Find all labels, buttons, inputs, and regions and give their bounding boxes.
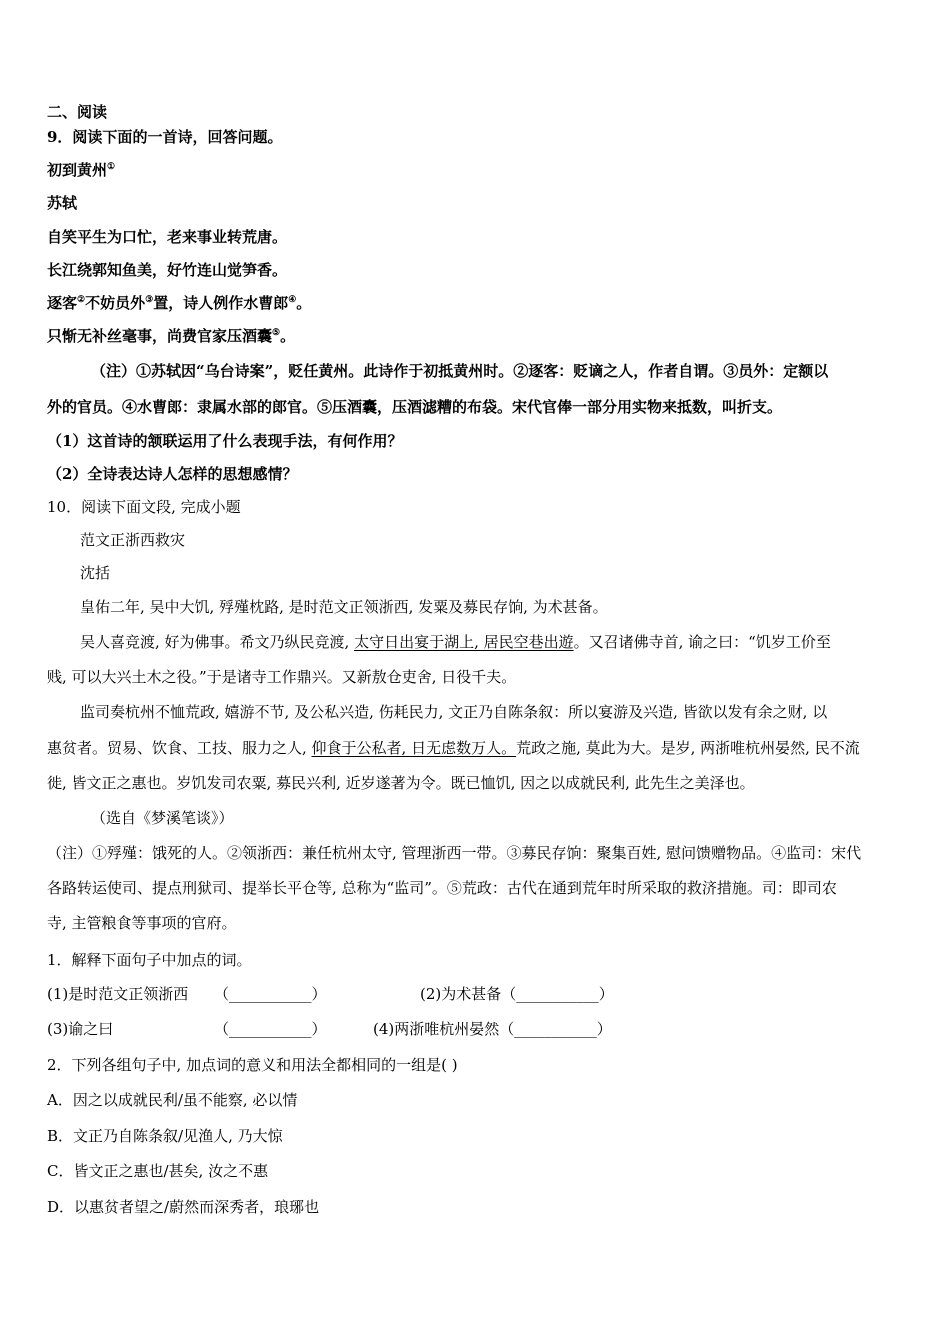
choice-option-b[interactable]: B．文正乃自陈条叙/见渔人, 乃大惊: [47, 1127, 283, 1145]
vocab-row: [47, 1019, 903, 1039]
poem-text: 长江绕郭知鱼美，好竹连山觉笋香。: [47, 261, 288, 279]
answer-blank[interactable]: （___________）: [214, 1020, 327, 1038]
q9-subquestion-2: （2）全诗表达诗人怎样的思想感情？: [47, 465, 298, 483]
passage-line: [47, 738, 903, 758]
passage-paragraph: 皇佑二年, 吴中大饥, 殍殣枕路, 是时范文正领浙西, 发粟及募民存饷, 为术甚备。: [80, 598, 608, 616]
poem-title: [47, 160, 903, 180]
underlined-sentence: 太守日出宴于湖上, 居民空巷出遊: [354, 633, 574, 651]
q9-note-line: （注）①苏轼因“乌台诗案”，贬任黄州。此诗作于初抵黄州时。②逐客：贬谪之人，作者自谓。③员外：定额以: [91, 362, 829, 380]
passage-line: 贱, 可以大兴土木之役。”于是诸寺工作鼎兴。又新敖仓吏舍, 日役千夫。: [47, 668, 517, 686]
passage-paragraph: 监司奏杭州不恤荒政, 嬉游不节, 及公私兴造, 伤耗民力, 文正乃自陈条叙：所以宴游及兴造, 皆欲以发有余之财, 以: [80, 703, 828, 721]
poem-author: 苏轼: [47, 194, 78, 212]
passage-text: 吴人喜竞渡, 好为佛事。希文乃纵民竞渡,: [80, 633, 355, 651]
poem-title-text: 初到黄州: [47, 161, 108, 179]
q9-note-line: 外的官员。④水曹郎：隶属水部的郎官。⑤压酒囊，压酒滤糟的布袋。宋代官俸一部分用实物来抵数，叫折支。: [47, 398, 783, 416]
poem-line: [47, 293, 903, 313]
subquestion-1-prompt: 1．解释下面句子中加点的词。: [47, 951, 252, 969]
poem-line: [47, 227, 903, 247]
choice-option-a[interactable]: A．因之以成就民利/虽不能察, 必以情: [47, 1091, 298, 1109]
vocab-label: (1)是时范文正领浙西: [47, 985, 189, 1003]
note-marker: ④: [288, 295, 297, 305]
vocab-item: [373, 1019, 612, 1039]
underlined-sentence: 仰食于公私者, 日无虑数万人。: [311, 739, 517, 757]
note-marker: ②: [77, 295, 86, 305]
passage-source: （选自《梦溪笔谈》）: [91, 809, 234, 827]
poem-line: [47, 326, 903, 346]
q9-subquestion-1: （1）这首诗的颔联运用了什么表现手法，有何作用？: [47, 432, 403, 450]
vocab-label: (2)为术甚备: [420, 985, 502, 1003]
q10-note-line: （注）①殍殣：饿死的人。②领浙西：兼任杭州太守, 管理浙西一带。③募民存饷：聚集百姓, 慰问馈赠物品。④监司：宋代: [47, 844, 862, 862]
q10-prompt: 10．阅读下面文段, 完成小题: [47, 498, 241, 516]
poem-text: 自笑平生为口忙，老来事业转荒唐。: [47, 228, 288, 246]
passage-line: 徙, 皆文正之惠也。岁饥发司农粟, 募民兴利, 近岁遂著为令。既已恤饥, 因之以成就民利, 此先生之美泽也。: [47, 774, 755, 792]
passage-text: 。又召诸佛寺首, 谕之曰：“饥岁工价至: [573, 633, 831, 651]
vocab-item: [47, 1020, 327, 1038]
poem-text: 不妨员外: [85, 294, 146, 312]
poem-title-note: ①: [107, 162, 116, 172]
passage-text: 荒政之施, 莫此为大。是岁, 两浙唯杭州晏然, 民不流: [516, 739, 860, 757]
answer-blank[interactable]: （___________）: [214, 985, 327, 1003]
section-title: 二、阅读: [47, 103, 108, 121]
vocab-label: (4)两浙唯杭州晏然: [373, 1020, 500, 1038]
poem-text: 。: [296, 294, 312, 312]
vocab-item: [47, 985, 327, 1003]
passage-paragraph: [80, 632, 903, 652]
subquestion-2-prompt: 2．下列各组句子中, 加点词的意义和用法全都相同的一组是( ): [47, 1056, 458, 1074]
vocab-label: (3)谕之曰: [47, 1020, 114, 1038]
answer-blank[interactable]: （___________）: [501, 985, 614, 1003]
note-marker: ⑤: [272, 328, 281, 338]
note-marker: ③: [145, 295, 154, 305]
poem-line: [47, 260, 903, 280]
poem-text: 逐客: [47, 294, 78, 312]
q10-note-line: 寺, 主管粮食等事项的官府。: [47, 914, 237, 932]
poem-text: 只惭无补丝毫事，尚费官家压酒囊: [47, 327, 273, 345]
passage-text: 惠贫者。贸易、饮食、工技、服力之人,: [47, 739, 312, 757]
vocab-item: [420, 984, 614, 1004]
vocab-row: [47, 984, 903, 1004]
passage-author: 沈括: [80, 564, 111, 582]
q10-note-line: 各路转运使司、提点刑狱司、提举长平仓等, 总称为“监司”。⑤荒政：古代在通到荒年时所采取的救济措施。司：即司农: [47, 879, 837, 897]
q9-prompt: 9．阅读下面的一首诗，回答问题。: [47, 128, 283, 146]
poem-text: 。: [280, 327, 296, 345]
poem-text: 置，诗人例作水曹郎: [153, 294, 289, 312]
choice-option-d[interactable]: D．以惠贫者望之/蔚然而深秀者，琅琊也: [47, 1198, 320, 1216]
passage-title: 范文正浙西救灾: [80, 531, 186, 549]
choice-option-c[interactable]: C．皆文正之惠也/甚矣, 汝之不惠: [47, 1162, 269, 1180]
answer-blank[interactable]: （___________）: [499, 1020, 612, 1038]
